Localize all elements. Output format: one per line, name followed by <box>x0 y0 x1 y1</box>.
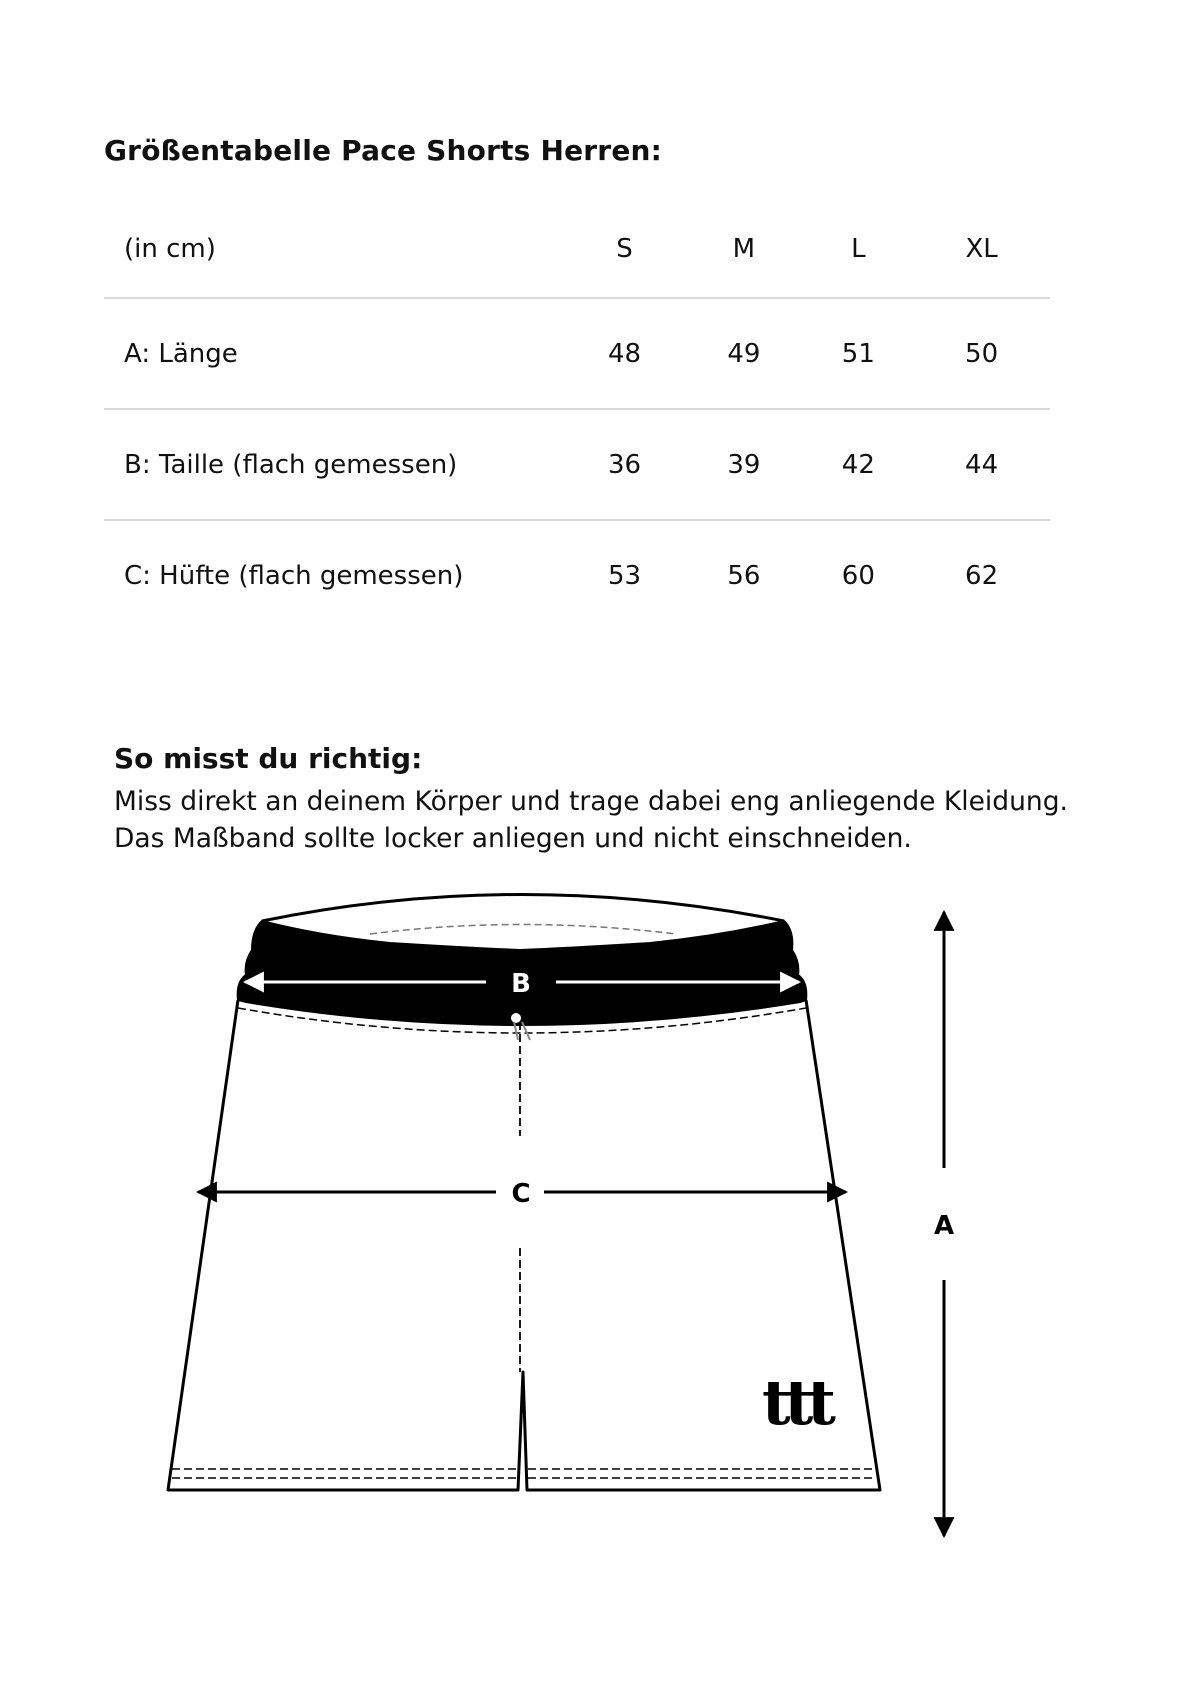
table-cell: 53 <box>607 561 642 591</box>
instruction-line: Miss direkt an deinem Körper und trage dabei eng anliegende Kleidung. <box>114 786 1068 817</box>
table-cell: 49 <box>727 338 761 369</box>
size-table <box>104 200 1050 631</box>
table-cell: 56 <box>727 561 761 591</box>
page-title: Größentabelle Pace Shorts Herren: <box>104 134 663 167</box>
table-header-row <box>104 200 1050 298</box>
brand-logo: ttt <box>762 1366 830 1439</box>
table-row-hip <box>104 520 1050 631</box>
table-cell: 39 <box>727 449 761 480</box>
measure-instructions <box>114 783 1114 857</box>
unit-label: (in cm) <box>124 233 216 264</box>
row-label: B: Taille (flach gemessen) <box>124 449 458 480</box>
measure-heading: So misst du richtig: <box>114 742 423 775</box>
row-label: C: Hüfte (flach gemessen) <box>124 561 464 591</box>
size-header-s: S <box>616 233 633 264</box>
table-cell: 44 <box>965 449 999 480</box>
size-header-l: L <box>851 233 866 264</box>
label-a: A <box>933 1211 955 1241</box>
table-cell: 50 <box>965 338 999 369</box>
table-row-length <box>104 298 1050 409</box>
label-c: C <box>511 1179 531 1209</box>
label-b: B <box>511 969 531 999</box>
size-header-m: M <box>732 233 756 264</box>
table-cell: 60 <box>841 561 875 591</box>
table-cell: 48 <box>607 338 642 369</box>
waistband-top-edge <box>262 895 784 922</box>
table-cell: 42 <box>841 449 875 480</box>
table-cell: 51 <box>841 338 875 369</box>
size-header-xl: XL <box>965 233 998 264</box>
table-cell: 36 <box>607 449 642 480</box>
row-label: A: Länge <box>124 338 238 369</box>
instruction-line: Das Maßband sollte locker anliegen und nicht einschneiden. <box>114 823 912 854</box>
shorts-diagram <box>0 880 1200 1680</box>
table-cell: 62 <box>965 561 999 591</box>
waistband-inner-dashes <box>370 925 676 935</box>
drawstring-knot <box>511 1013 521 1023</box>
table-row-waist <box>104 409 1050 520</box>
